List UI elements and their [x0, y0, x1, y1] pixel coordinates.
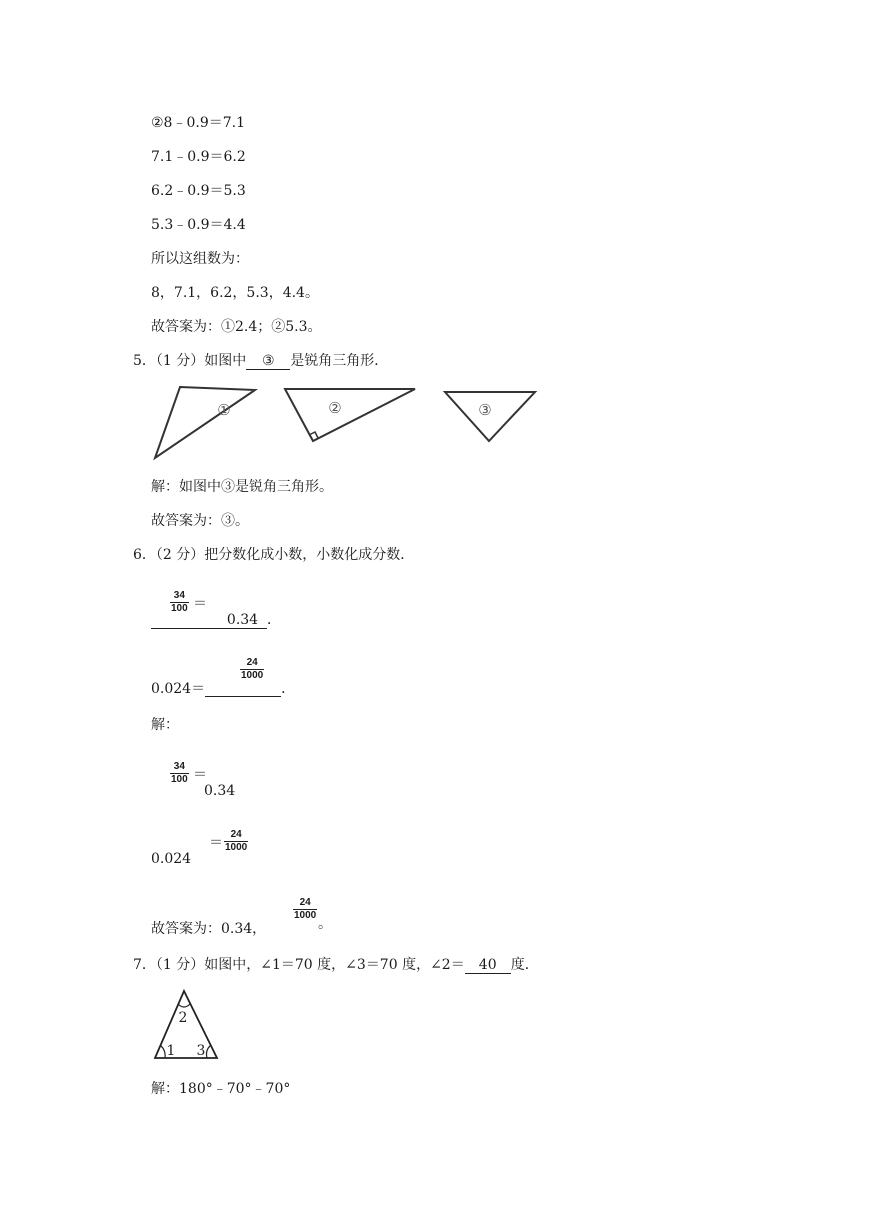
- fraction-24-1000-blank: [240, 657, 264, 682]
- triangle-2: [285, 389, 415, 441]
- number-sequence: 8，7.1，6.2，5.3，4.4。: [151, 285, 319, 301]
- angle-2-arc: [178, 1004, 190, 1007]
- question-7: [133, 956, 539, 974]
- q7-suffix: 度．: [510, 957, 539, 973]
- equals-sign: ＝: [193, 767, 207, 783]
- q7-triangle-figure: [152, 988, 222, 1063]
- q6-answer-blank-1: 0.34: [151, 612, 267, 629]
- triangle-1-label: ①: [217, 401, 231, 419]
- final-period: 。: [318, 916, 332, 932]
- q6-answer-line-1: 0.34 ．: [151, 611, 281, 629]
- angle-3-arc: [207, 1045, 212, 1058]
- q5-triangles-figure: [150, 384, 550, 464]
- fraction-numerator: 24: [230, 829, 242, 840]
- calc-line-4: 5.3﹣0.9＝4.4: [151, 217, 246, 233]
- solution-decimal-result: 0.34: [204, 783, 236, 799]
- calc-line-3: 6.2﹣0.9＝5.3: [151, 183, 246, 199]
- angle-2-label: 2: [178, 1010, 188, 1026]
- fraction-numerator: 34: [173, 761, 185, 772]
- q6-answer-line-2: 0.024＝ ．: [151, 681, 296, 697]
- q5-prefix: 5．（1 分）如图中: [133, 353, 247, 369]
- triangle-3-label: ③: [478, 401, 492, 419]
- solution-fraction-34-100: [170, 761, 189, 786]
- final-fraction-24-1000: [293, 897, 317, 922]
- decimal-value: 0.024＝: [151, 681, 206, 697]
- q5-suffix: 是锐角三角形．: [290, 353, 389, 369]
- q7-prefix: 7．（1 分）如图中，∠1＝70 度，∠3＝70 度，∠2＝: [133, 957, 465, 973]
- angle-3-label: 3: [196, 1043, 206, 1059]
- calc-line-2: 7.1﹣0.9＝6.2: [151, 149, 246, 165]
- fraction-denominator: 1000: [241, 670, 264, 681]
- fraction-numerator: 34: [173, 590, 185, 601]
- fraction-denominator: 100: [171, 774, 188, 785]
- q5-answer: 故答案为：③。: [151, 513, 249, 529]
- solution-fraction-24-1000: [224, 829, 248, 854]
- q6-answer-blank-2: [205, 680, 281, 697]
- fraction-denominator: 100: [171, 603, 188, 614]
- q7-solution: 解：180°﹣70°﹣70°: [151, 1081, 291, 1097]
- calc-line-1: ②8﹣0.9＝7.1: [151, 115, 245, 131]
- q6-solution-label: 解：: [151, 717, 179, 733]
- q5-answer-blank: ③: [246, 353, 290, 370]
- triangle-1: [155, 387, 255, 458]
- fraction-denominator: 1000: [294, 910, 317, 921]
- solution-decimal: 0.024: [151, 851, 192, 867]
- answer-line-q4: 故答案为：①2.4；②5.3。: [151, 319, 322, 335]
- equals-sign: ＝: [209, 835, 223, 851]
- angle-1-label: 1: [166, 1043, 176, 1059]
- q7-answer-blank: 40: [465, 957, 511, 974]
- q5-solution: 解：如图中③是锐角三角形。: [151, 479, 333, 495]
- question-5: [133, 352, 388, 370]
- q6-final-answer: 故答案为：0.34，: [151, 921, 267, 937]
- fraction-numerator: 24: [299, 897, 311, 908]
- angle-1-arc: [160, 1045, 165, 1058]
- conclusion-label: 所以这组数为：: [151, 251, 249, 267]
- question-6: 6．（2 分）把分数化成小数，小数化成分数．: [133, 547, 415, 563]
- fraction-denominator: 1000: [225, 842, 248, 853]
- fraction-numerator: 24: [246, 657, 258, 668]
- triangle-2-label: ②: [328, 399, 342, 417]
- equals-sign: ＝: [193, 596, 207, 612]
